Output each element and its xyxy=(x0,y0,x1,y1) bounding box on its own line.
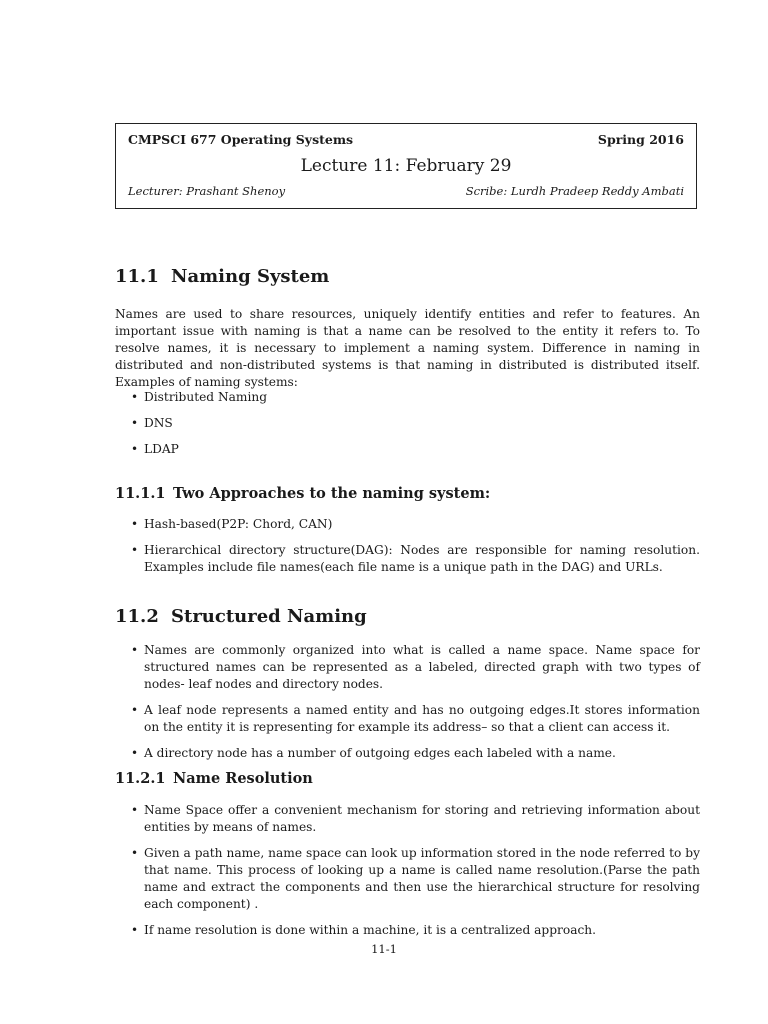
bullet-icon: • xyxy=(131,442,139,456)
list-item xyxy=(115,642,700,693)
course-name: CMPSCI 677 Operating Systems xyxy=(128,132,354,147)
subsection-number: 11.1.1 xyxy=(115,485,166,502)
list-item-text: Names are commonly organized into what is called a name space. Name space for structured names can be represented as a labeled, directed graph with two types of nodes- leaf nodes and directory nodes. xyxy=(144,643,700,691)
list-item-text: If name resolution is done within a machine, it is a centralized approach. xyxy=(144,923,597,937)
subsection-heading xyxy=(115,485,700,502)
list-item-text: A directory node has a number of outgoing edges each labeled with a name. xyxy=(144,746,616,760)
bullet-icon: • xyxy=(131,390,139,404)
list-item-text: Name Space offer a convenient mechanism for storing and retrieving information about entities by means of names. xyxy=(144,803,700,834)
list-item xyxy=(115,922,700,939)
list-item-text: Hash-based(P2P: Chord, CAN) xyxy=(144,517,333,531)
bullet-icon: • xyxy=(131,746,139,760)
section-heading xyxy=(115,266,700,287)
bullet-list xyxy=(115,389,700,458)
bullet-icon: • xyxy=(131,923,139,937)
list-item xyxy=(115,542,700,576)
list-item xyxy=(115,745,700,762)
list-item xyxy=(115,702,700,736)
bullet-list xyxy=(115,642,700,762)
page-number: 11-1 xyxy=(371,942,397,956)
section-number: 11.1 xyxy=(115,266,159,287)
list-item-text: Hierarchical directory structure(DAG): Nodes are responsible for naming resolution. Examples include file names(each file name is a unique path in the DAG) and URLs. xyxy=(144,543,700,574)
list-item-text: Given a path name, name space can look up information stored in the node referred to by that name. This process of looking up a name is called name resolution.(Parse the path name and extract the components and then use the hierarchical structure for resolving each component) . xyxy=(144,846,700,911)
bullet-list xyxy=(115,516,700,576)
list-item xyxy=(115,516,700,533)
section-title: Structured Naming xyxy=(171,606,367,627)
bullet-icon: • xyxy=(131,703,139,717)
list-item xyxy=(115,441,700,458)
list-item xyxy=(115,802,700,836)
bullet-list xyxy=(115,802,700,939)
list-item-text: LDAP xyxy=(144,442,179,456)
list-item-text: A leaf node represents a named entity and has no outgoing edges.It stores information on the entity it is representing for example its address– so that a client can access it. xyxy=(144,703,700,734)
list-item xyxy=(115,415,700,432)
bullet-icon: • xyxy=(131,643,139,657)
bullet-icon: • xyxy=(131,543,139,557)
subsection-heading xyxy=(115,770,700,787)
section-title: Naming System xyxy=(171,266,330,287)
subsection-title: Two Approaches to the naming system: xyxy=(173,485,491,502)
list-item-text: DNS xyxy=(144,416,173,430)
bullet-icon: • xyxy=(131,846,139,860)
section-paragraph: Names are used to share resources, uniquely identify entities and refer to features. An important issue with naming is that a name can be resolved to the entity it refers to. To resolve names, it is necessary to implement a naming system. Difference in naming in distributed and non-distributed systems is that naming in distributed is distributed itself. Examples of naming systems: xyxy=(115,307,700,389)
list-item-text: Distributed Naming xyxy=(144,390,268,404)
bullet-icon: • xyxy=(131,416,139,430)
list-item xyxy=(115,389,700,406)
scribe: Scribe: Lurdh Pradeep Reddy Ambati xyxy=(465,184,684,198)
list-item xyxy=(115,845,700,913)
bullet-icon: • xyxy=(131,803,139,817)
bullet-icon: • xyxy=(131,517,139,531)
lecture-header-box xyxy=(115,123,697,209)
lecturer: Lecturer: Prashant Shenoy xyxy=(128,184,286,198)
subsection-title: Name Resolution xyxy=(173,770,313,787)
section-heading xyxy=(115,606,700,627)
lecture-title: Lecture 11: February 29 xyxy=(300,156,512,176)
section-number: 11.2 xyxy=(115,606,159,627)
term: Spring 2016 xyxy=(597,132,684,147)
subsection-number: 11.2.1 xyxy=(115,770,166,787)
